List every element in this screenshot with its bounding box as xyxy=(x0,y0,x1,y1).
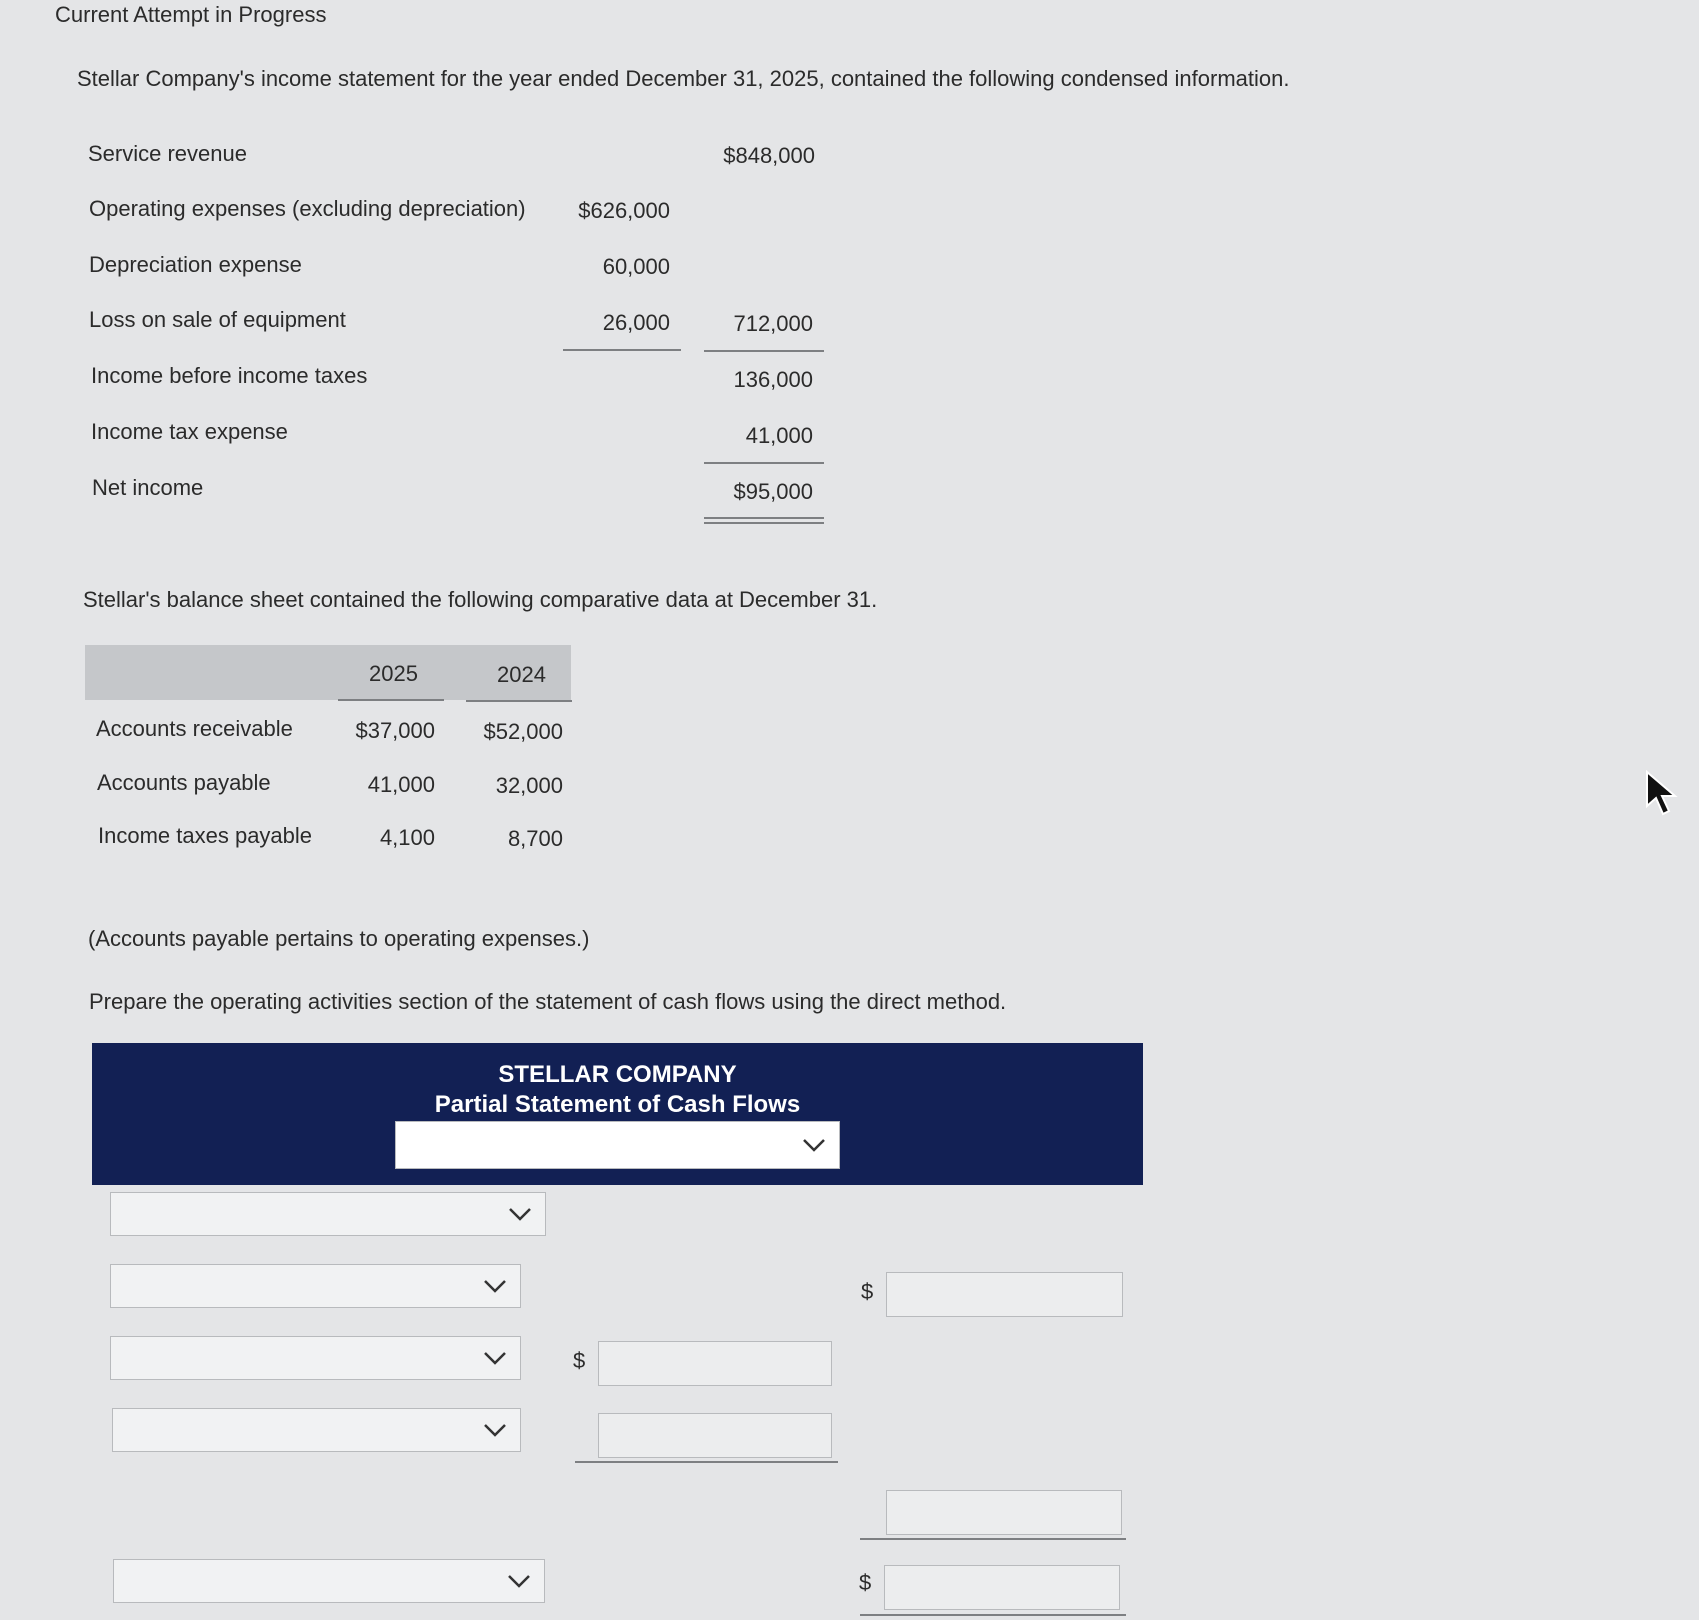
income-before-taxes-label: Income before income taxes xyxy=(91,363,368,388)
tax-rule xyxy=(704,462,824,464)
loss-on-sale-amount: 26,000 xyxy=(602,310,670,335)
final-rule xyxy=(860,1614,1126,1616)
table-row-label: Accounts receivable xyxy=(96,716,293,741)
table-cell: 41,000 xyxy=(367,772,435,797)
total-rule xyxy=(860,1538,1126,1540)
chevron-down-icon xyxy=(482,1278,508,1294)
intro-text: Stellar Company's income statement for the year ended December 31, 2025, contained the following condensed information. xyxy=(77,66,1290,91)
dollar-sign: $ xyxy=(573,1348,586,1373)
subtotal-rule-col1 xyxy=(563,349,681,351)
line-item-select-1[interactable] xyxy=(110,1192,546,1236)
depreciation-label: Depreciation expense xyxy=(89,252,302,277)
chevron-down-icon xyxy=(506,1573,532,1589)
page-header-title: Current Attempt in Progress xyxy=(55,2,327,27)
table-cell: 4,100 xyxy=(379,825,435,850)
amount-input-col1-1[interactable] xyxy=(598,1341,832,1386)
header-rule-2025 xyxy=(338,699,444,701)
subtotal-rule-col2 xyxy=(704,350,824,352)
balance-intro-text: Stellar's balance sheet contained the following comparative data at December 31. xyxy=(83,587,878,612)
statement-title: Partial Statement of Cash Flows xyxy=(434,1091,801,1118)
operating-expenses-amount: $626,000 xyxy=(578,198,670,223)
chevron-down-icon xyxy=(482,1422,508,1438)
income-tax-expense-label: Income tax expense xyxy=(91,419,288,444)
cash-flow-header xyxy=(92,1043,1143,1185)
mouse-pointer-icon xyxy=(1645,770,1681,820)
income-before-taxes-amount: 136,000 xyxy=(733,367,813,392)
operating-expenses-label: Operating expenses (excluding depreciation) xyxy=(89,196,526,221)
table-row-label: Income taxes payable xyxy=(98,823,313,848)
dollar-sign: $ xyxy=(861,1279,874,1304)
header-2025: 2025 xyxy=(369,661,418,686)
net-income-label: Net income xyxy=(92,475,204,500)
service-revenue-amount: $848,000 xyxy=(723,143,815,168)
line-item-select-5[interactable] xyxy=(113,1559,545,1603)
line-item-select-2[interactable] xyxy=(110,1264,521,1308)
header-2024: 2024 xyxy=(497,662,546,687)
dollar-sign: $ xyxy=(859,1570,872,1595)
header-rule-2024 xyxy=(466,700,572,702)
amount-input-col2-2[interactable] xyxy=(886,1490,1122,1535)
line-item-select-3[interactable] xyxy=(110,1336,521,1380)
amount-input-col2-3[interactable] xyxy=(884,1565,1120,1610)
period-select[interactable] xyxy=(395,1121,840,1169)
table-cell: $37,000 xyxy=(355,718,435,743)
total-expenses-amount: 712,000 xyxy=(733,311,813,336)
depreciation-amount: 60,000 xyxy=(602,254,670,279)
table-row-label: Accounts payable xyxy=(97,770,271,795)
amount-input-col2-1[interactable] xyxy=(886,1272,1123,1317)
chevron-down-icon xyxy=(482,1350,508,1366)
company-name: STELLAR COMPANY xyxy=(498,1061,737,1088)
line-item-select-4[interactable] xyxy=(112,1408,521,1452)
service-revenue-label: Service revenue xyxy=(88,141,247,166)
income-tax-expense-amount: 41,000 xyxy=(745,423,813,448)
net-income-amount: $95,000 xyxy=(733,479,813,504)
net-income-double-rule xyxy=(704,517,824,524)
note-text: (Accounts payable pertains to operating expenses.) xyxy=(88,926,590,951)
table-cell: $52,000 xyxy=(483,719,563,744)
loss-on-sale-label: Loss on sale of equipment xyxy=(89,307,346,332)
subtotal-rule xyxy=(575,1461,838,1463)
amount-input-col1-2[interactable] xyxy=(598,1413,832,1458)
table-cell: 8,700 xyxy=(507,826,563,851)
table-cell: 32,000 xyxy=(495,773,563,798)
chevron-down-icon xyxy=(507,1206,533,1222)
chevron-down-icon xyxy=(801,1137,827,1153)
instruction-text: Prepare the operating activities section of the statement of cash flows using the direct method. xyxy=(89,989,1007,1014)
